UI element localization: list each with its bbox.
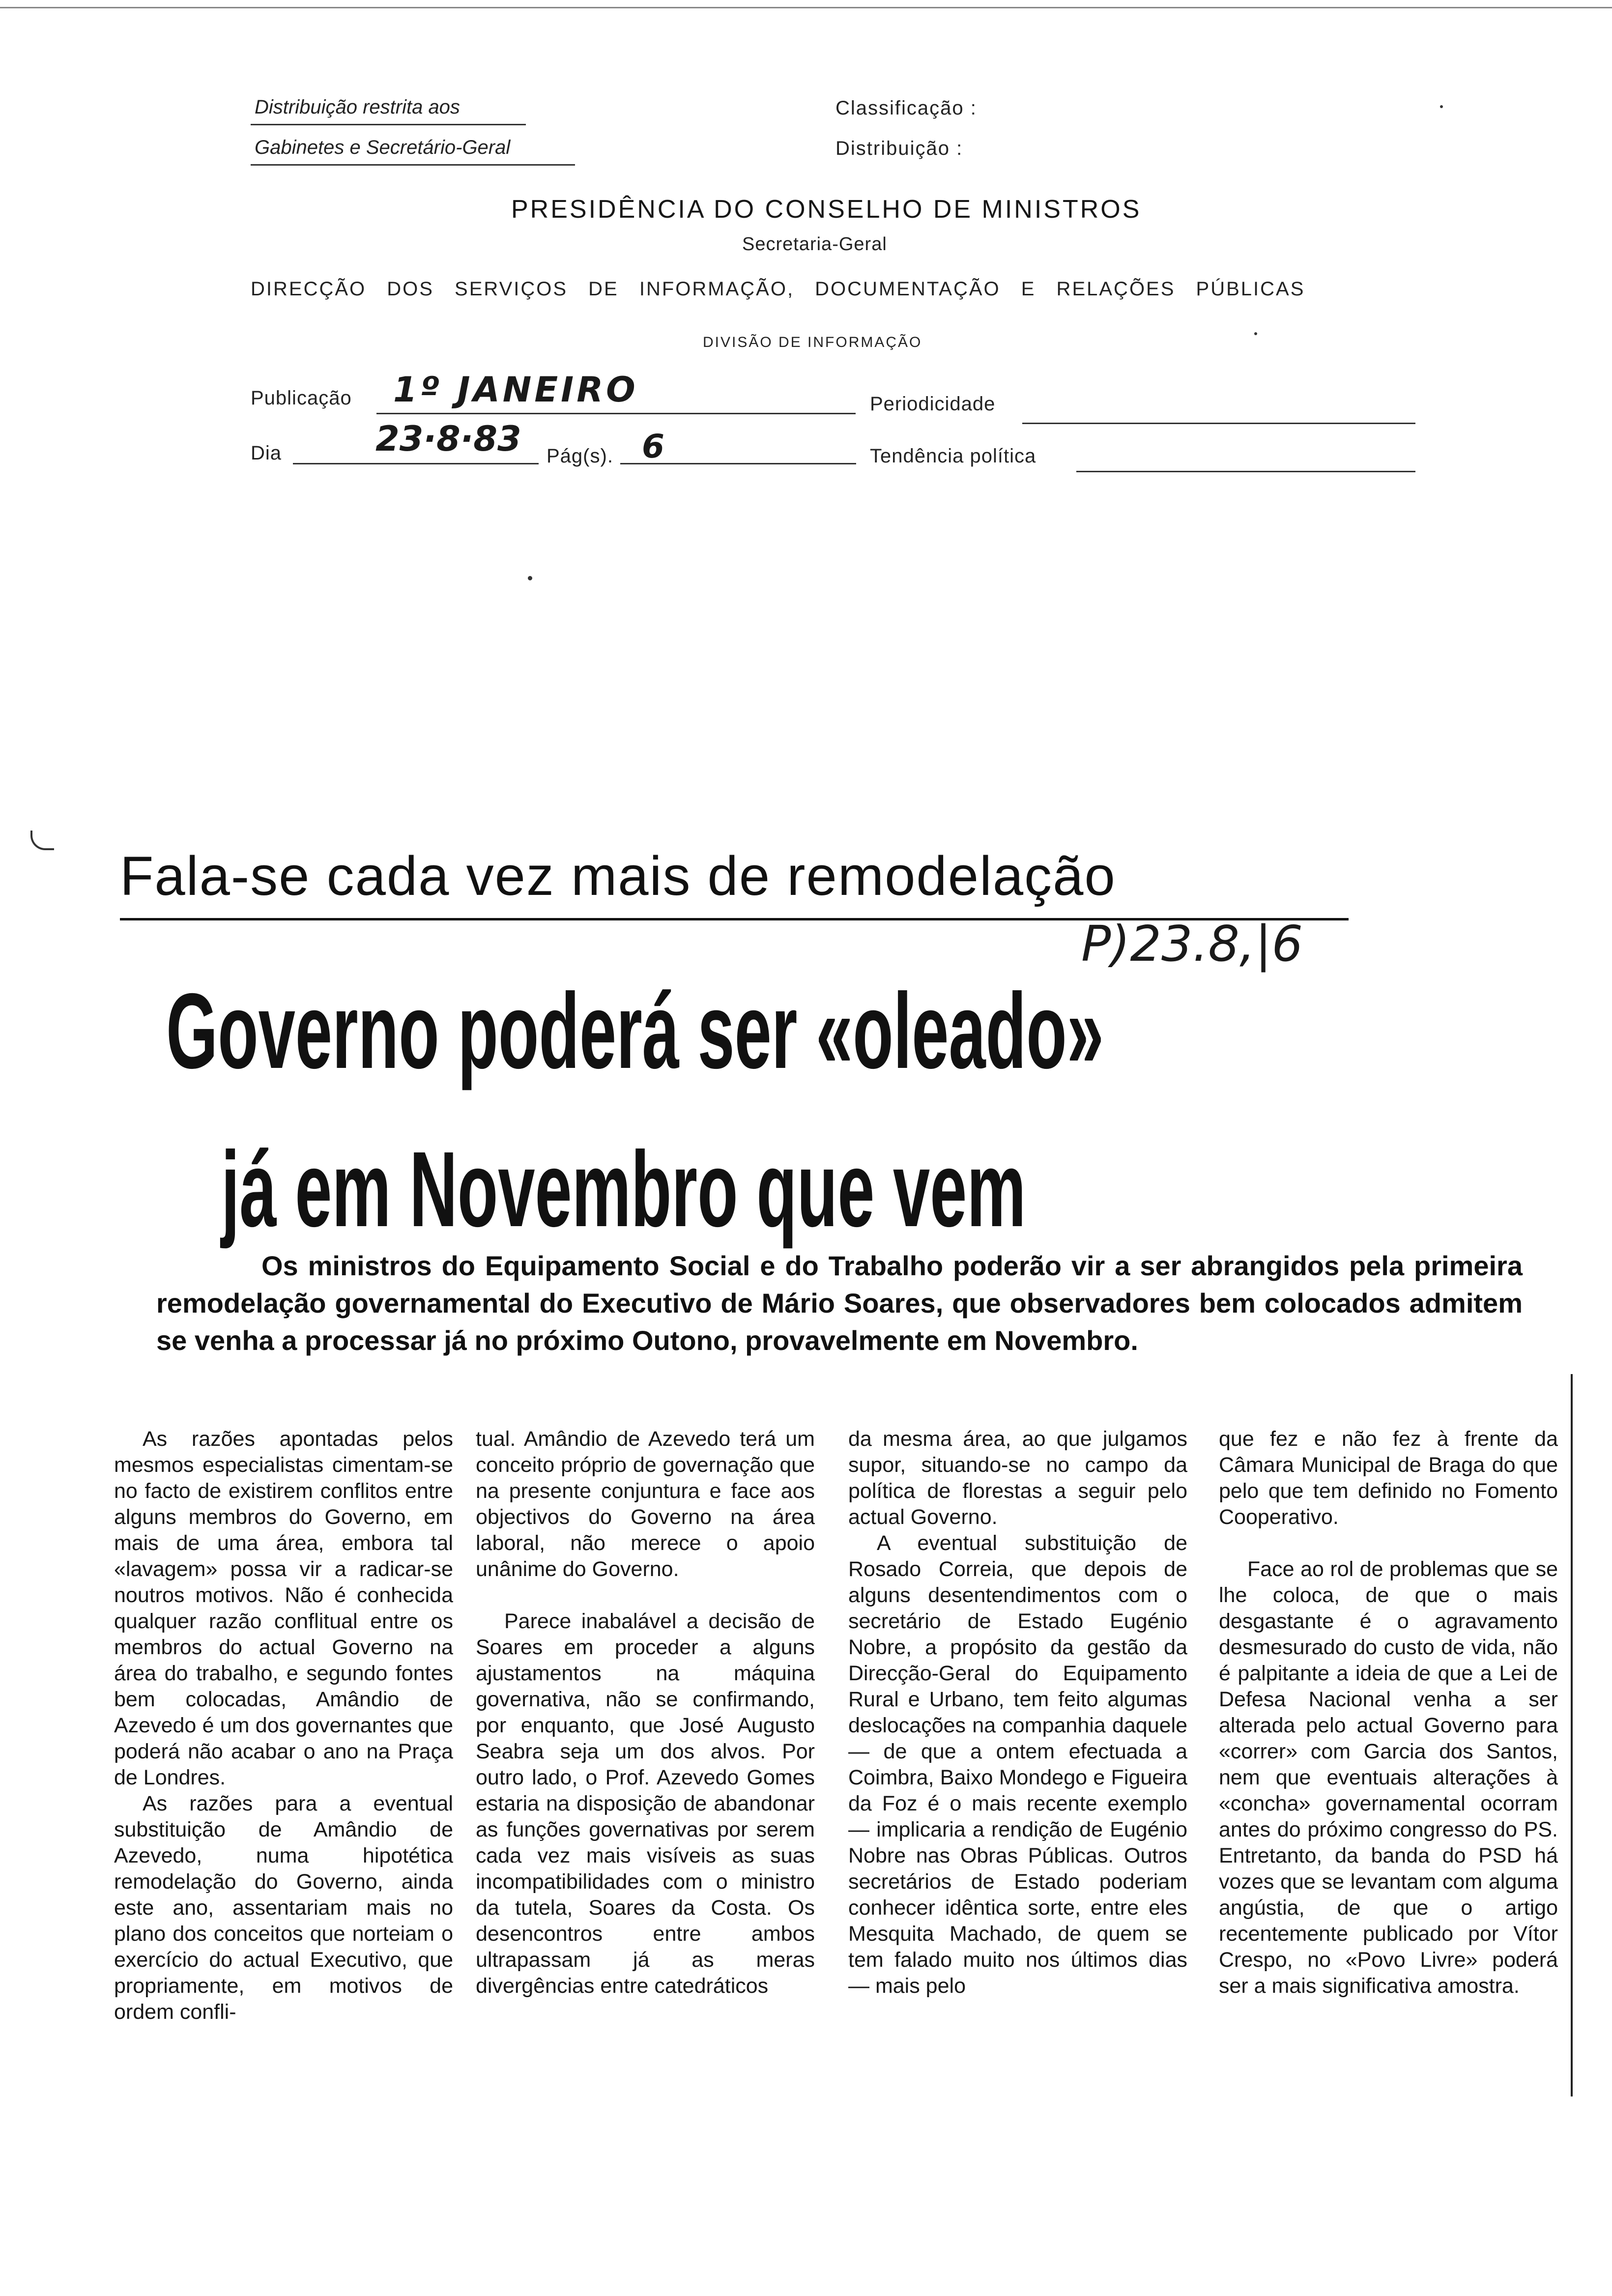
periodicity-rule: [1022, 423, 1415, 424]
column-1-paragraph-2: As razões para a eventual substituição de Amândio de Azevedo, numa hipotética remodelação do Governo, ainda este ano, assentariam mais no plano dos conceitos que norteiam o exercício do actual Executivo, que propriamente, em motivos de ordem confli-: [114, 1792, 453, 2024]
directorate-name: DIRECÇÃO DOS SERVIÇOS DE INFORMAÇÃO, DOCUMENTAÇÃO E RELAÇÕES PÚBLICAS: [251, 278, 1305, 300]
publication-rule: [376, 413, 856, 414]
column-1-paragraph-1: As razões apontadas pelos mesmos especialistas cimentam-se no facto de existirem conflitos entre alguns membros do Governo, em mais de uma área, embora tal «lavagem» possa vir a radicar-se noutros motivos. Não é conhecida qualquer razão conflitual entre os membros do actual Governo na área do trabalho, e segundo fontes bem colocadas, Amândio de Azevedo é um dos governantes que poderá não acabar o ano na Praça de Londres.: [114, 1427, 453, 1789]
publication-handwritten-value: 1º JANEIRO: [393, 370, 638, 410]
article-column-2: [476, 1426, 815, 1999]
day-label: Dia: [251, 442, 282, 464]
scan-speck: [1254, 332, 1257, 335]
institution-name: PRESIDÊNCIA DO CONSELHO DE MINISTROS: [511, 195, 1142, 224]
article-column-4: [1219, 1426, 1558, 1999]
headline-line-2: já em Novembro que vem: [221, 1130, 1026, 1249]
column-3-paragraph-2: A eventual substituição de Rosado Correia, que depois de alguns desentendimentos com o secretário de Estado Eugénio Nobre, a propósito da gestão da Direcção-Geral do Equipamento Rural e Urbano, tem feito algumas deslocações na companhia daquele — de que a ontem efectuada a Coimbra, Baixo Mondego e Figueira da Foz é o mais recente exemplo — implicaria a rendição de Eugénio Nobre nas Obras Públicas. Outros secretários de Estado poderiam conhecer idêntica sorte, entre eles Mesquita Machado, de quem se tem falado muito nos últimos dias — mais pelo: [848, 1531, 1187, 1998]
day-rule: [293, 463, 539, 464]
column-2-paragraph-2: Parece inabalável a decisão de Soares em proceder a alguns ajustamentos na máquina governativa, não se confirmando, por enquanto, que José Augusto Seabra seja um dos alvos. Por outro lado, o Prof. Azevedo Gomes estaria na disposição de abandonar as funções governativas por serem cada vez mais visíveis as suas incompatibilidades com o ministro da tutela, Soares da Costa. Os desencontros entre ambos ultrapassam já as meras divergências entre catedráticos: [476, 1609, 815, 1998]
secretariat-name: Secretaria-Geral: [742, 234, 887, 255]
distribution-label: Distribuição :: [835, 138, 963, 159]
page-right-margin-line: [1571, 1374, 1573, 2096]
publication-label: Publicação: [251, 387, 352, 409]
pages-label: Pág(s).: [547, 445, 613, 467]
division-name: DIVISÃO DE INFORMAÇÃO: [703, 334, 922, 350]
scan-speck: [1440, 105, 1443, 108]
tendency-label: Tendência política: [870, 445, 1036, 467]
headline-line-1: Governo poderá ser «oleado»: [166, 972, 1104, 1091]
day-handwritten-value: 23·8·83: [375, 419, 521, 459]
distribution-restriction-line2: Gabinetes e Secretário-Geral: [255, 137, 511, 158]
article-column-1: [114, 1426, 453, 2025]
article-kicker: Fala-se cada vez mais de remodelação: [120, 845, 1116, 907]
distribution-rule-1: [251, 124, 526, 125]
scan-speck: [528, 576, 532, 580]
column-4-paragraph-1: que fez e não fez à frente da Câmara Municipal de Braga do que pelo que tem definido no Fomento Cooperativo.: [1219, 1427, 1558, 1529]
tendency-rule: [1076, 471, 1415, 472]
column-4-paragraph-2: Face ao rol de problemas que se lhe coloca, de que o mais desgastante é o agravamento desmesurado do custo de vida, não é palpitante a ideia de que a Lei de Defesa Nacional venha a ser alterada pelo actual Governo para «correr» com Garcia dos Santos, nem que eventuais alterações à «concha» governamental ocorram antes do próximo congresso do PS. Entretanto, da banda do PSD há vozes que se levantam com alguma angústia, de que o artigo recentemente publicado por Vítor Crespo, no «Povo Livre» poderá ser a mais significativa amostra.: [1219, 1557, 1558, 1998]
article-column-3: [848, 1426, 1187, 1999]
article-lead: Os ministros do Equipamento Social e do Trabalho poderão vir a ser abrangidos pela primeira remodelação governamental do Executivo de Mário Soares, que observadores bem colocados admitem se venha a processar já no próximo Outono, provavelmente em Novembro.: [156, 1250, 1523, 1356]
scan-edge-line: [0, 7, 1612, 8]
column-3-paragraph-1: da mesma área, ao que julgamos supor, situando-se no campo da política de florestas a seguir pelo actual Governo.: [848, 1427, 1187, 1529]
handwritten-clipping-reference: P)23.8,|6: [1081, 915, 1303, 973]
classification-label: Classificação :: [835, 97, 977, 119]
distribution-restriction-line1: Distribuição restrita aos: [255, 96, 460, 118]
margin-mark: [30, 831, 54, 850]
column-2-paragraph-1: tual. Amândio de Azevedo terá um conceito próprio de governação que na presente conjuntura e face aos objectivos do Governo na área laboral, não merece o apoio unânime do Governo.: [476, 1427, 815, 1581]
distribution-rule-2: [251, 164, 575, 166]
pages-handwritten-value: 6: [642, 428, 664, 465]
periodicity-label: Periodicidade: [870, 393, 996, 415]
